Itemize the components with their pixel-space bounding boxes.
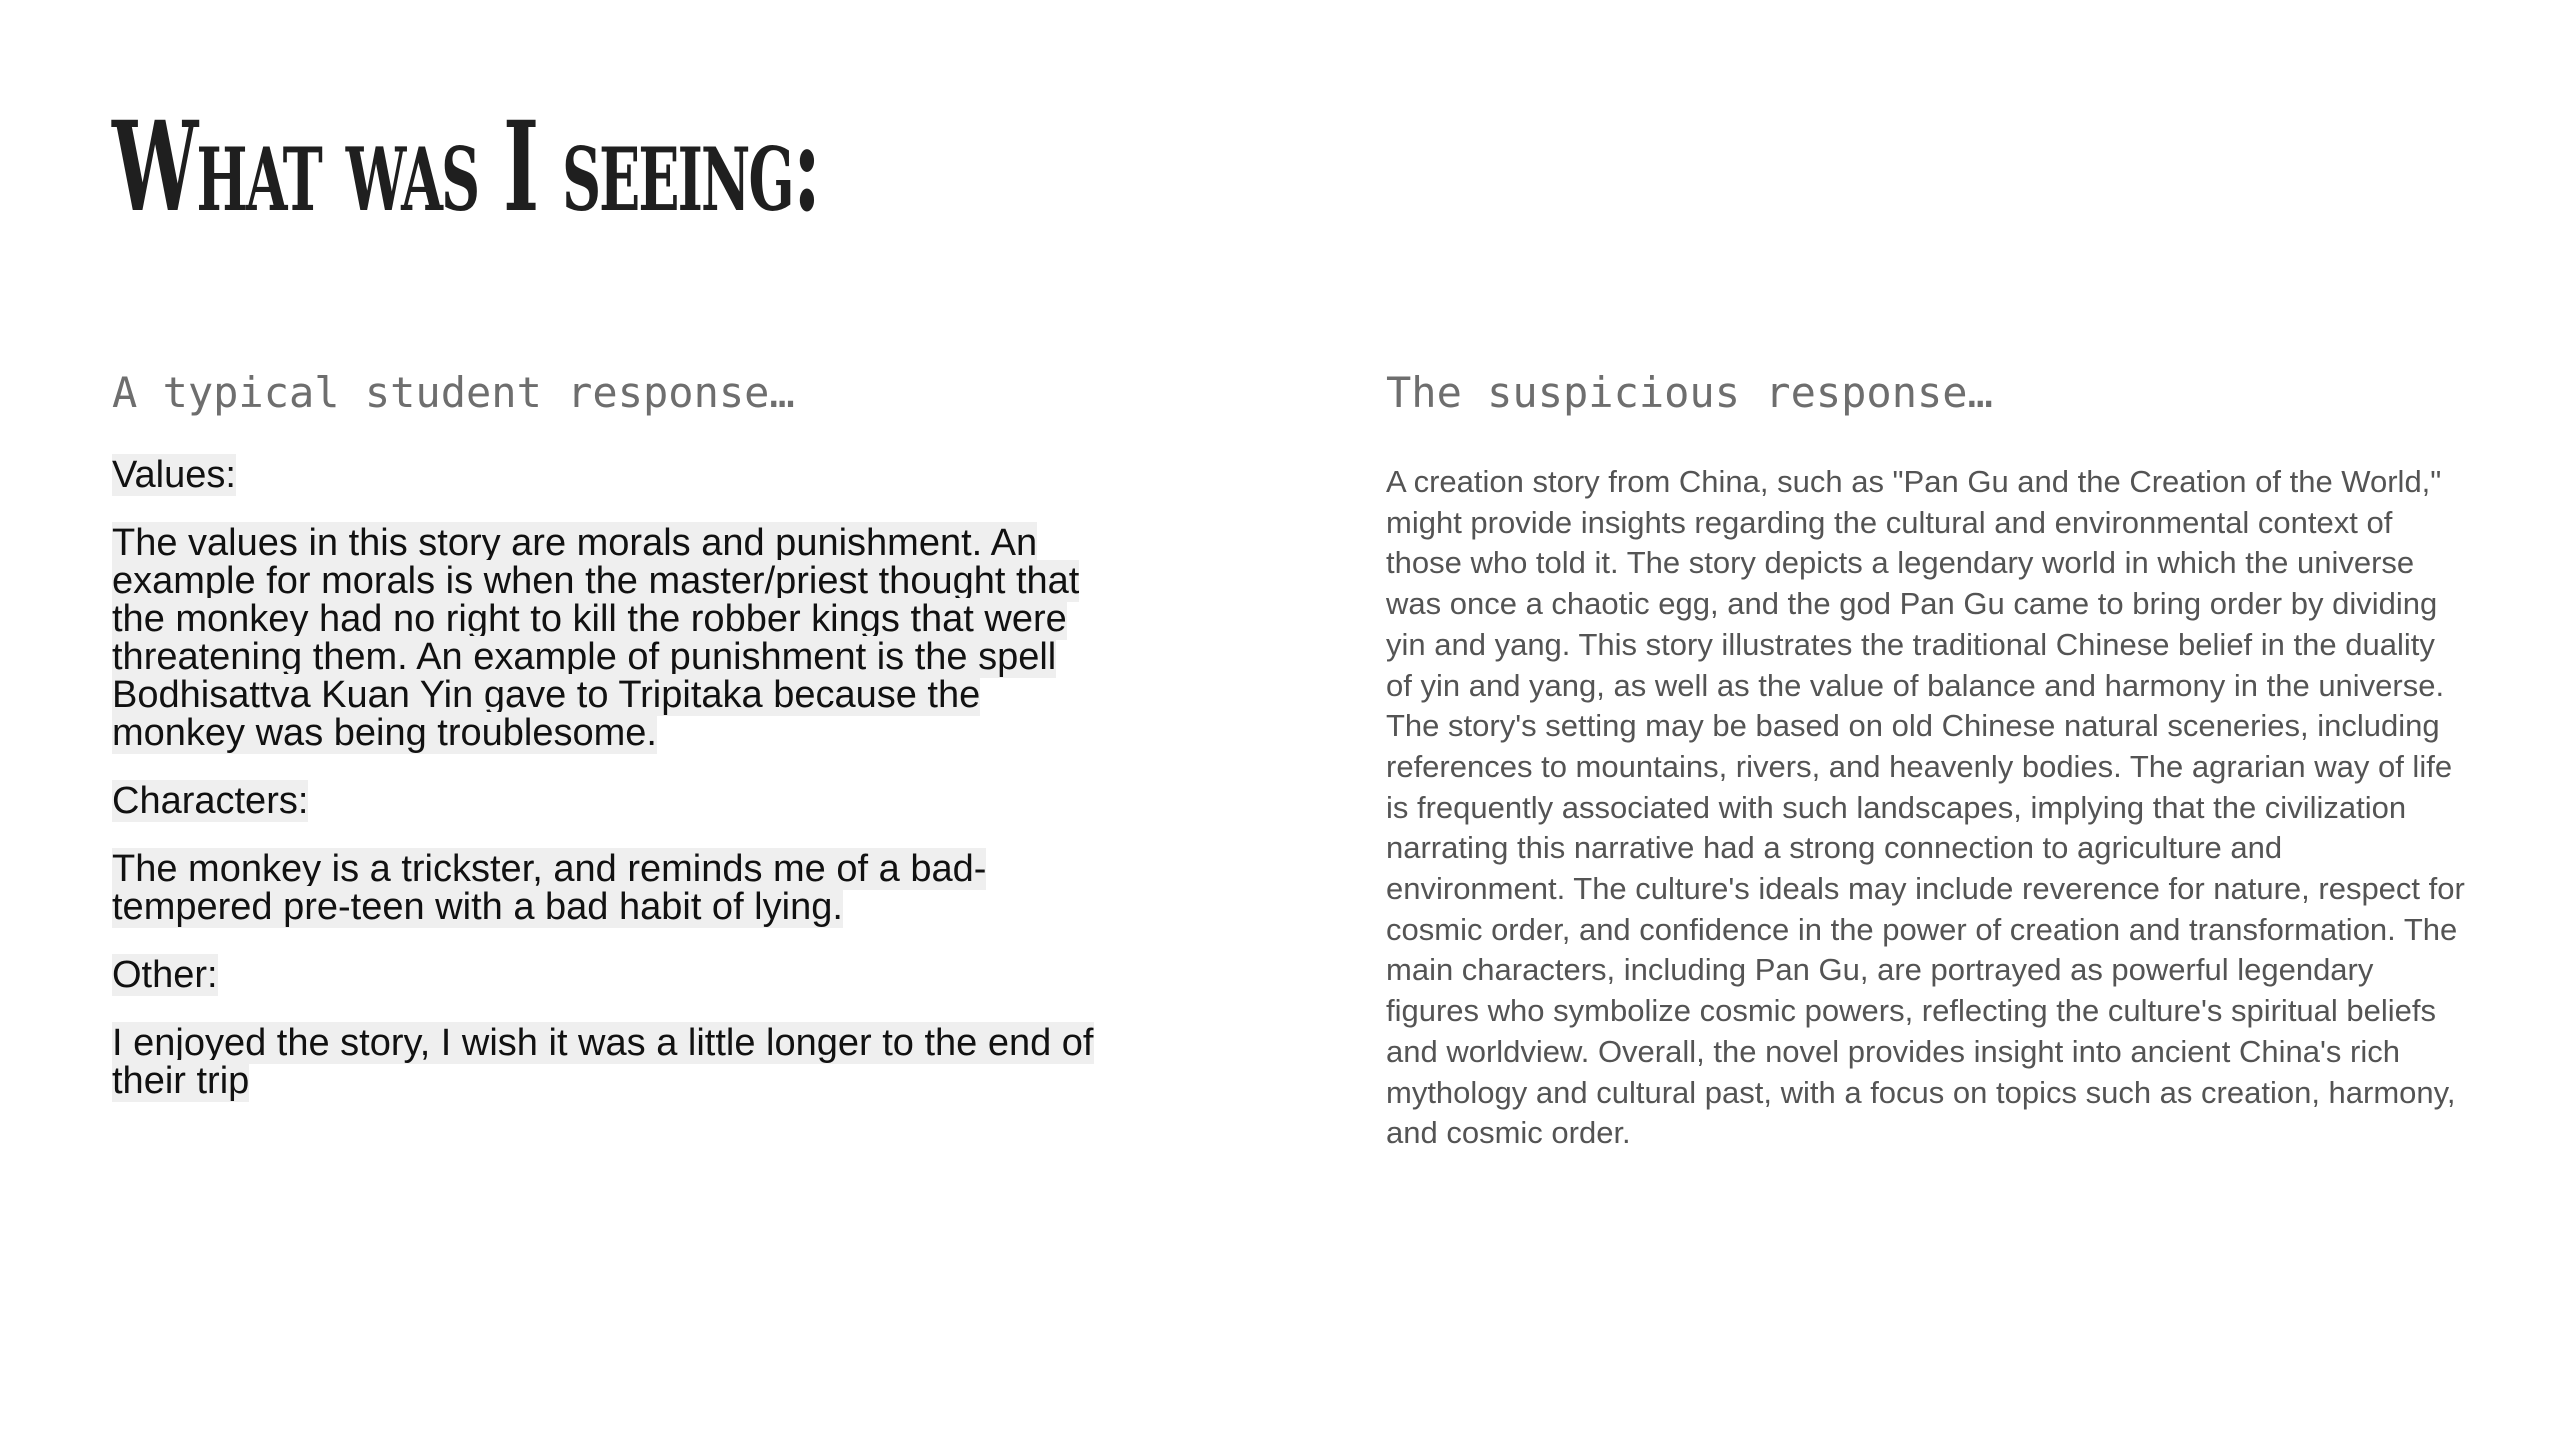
- characters-label-block: [112, 782, 1112, 820]
- suspicious-response-body: A creation story from China, such as "Pan Gu and the Creation of the World," might provide insights regarding the cultural and environmental context of those who told it. The story depicts a legendary world in which the universe was once a chaotic egg, and the god Pan Gu came to bring order by dividing yin and yang. This story illustrates the traditional Chinese belief in the duality of yin and yang, as well as the value of balance and harmony in the universe. The story's setting may be based on old Chinese natural sceneries, including references to mountains, rivers, and heavenly bodies. The agrarian way of life is frequently associated with such landscapes, implying that the civilization narrating this narrative had a strong connection to agriculture and environment. The culture's ideals may include reverence for nature, respect for cosmic order, and confidence in the power of creation and transformation. The main characters, including Pan Gu, are portrayed as powerful legendary figures who symbolize cosmic powers, reflecting the culture's spiritual beliefs and worldview. Overall, the novel provides insight into ancient China's rich mythology and cultural past, with a focus on topics such as creation, harmony, and cosmic order.: [1386, 464, 2465, 1151]
- other-body: I enjoyed the story, I wish it was a little longer to the end of their trip: [112, 1022, 1094, 1102]
- other-label: Other:: [112, 954, 218, 996]
- other-body-block: [112, 1024, 1112, 1100]
- values-body: The values in this story are morals and punishment. An example for morals is when the master/priest thought that the monkey had no right to kill the robber kings that were threatening them. An example of punishment is the spell Bodhisattva Kuan Yin gave to Tripitaka because the monkey was being troublesome.: [112, 522, 1080, 754]
- values-body-block: [112, 524, 1112, 752]
- values-label-block: [112, 456, 1112, 494]
- typical-response-column: [112, 456, 1112, 1130]
- characters-body: The monkey is a trickster, and reminds me of a bad-tempered pre-teen with a bad habit of lying.: [112, 848, 987, 928]
- characters-body-block: [112, 850, 1112, 926]
- suspicious-response-heading: The suspicious response…: [1386, 368, 1993, 417]
- slide-title: What was I seeing:: [112, 95, 820, 240]
- characters-label: Characters:: [112, 780, 309, 822]
- values-label: Values:: [112, 454, 236, 496]
- typical-response-heading: A typical student response…: [112, 368, 795, 417]
- other-label-block: [112, 956, 1112, 994]
- suspicious-response-column: [1386, 462, 2466, 1154]
